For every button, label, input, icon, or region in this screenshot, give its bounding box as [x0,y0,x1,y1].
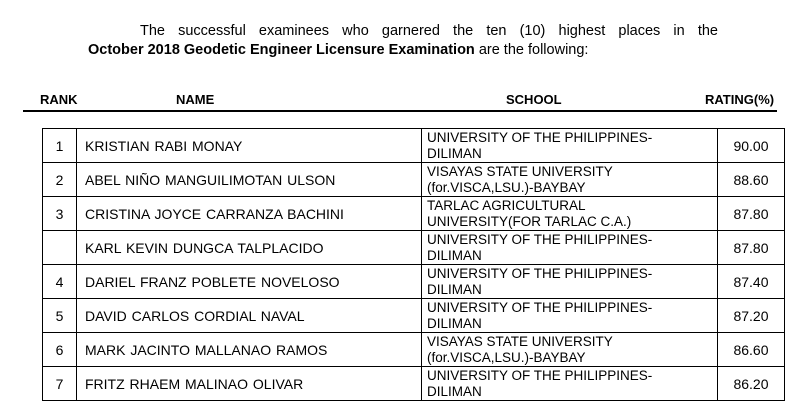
intro-text [88,22,718,60]
rating-cell: 87.20 [718,299,785,333]
table-row [43,299,785,333]
name-cell: DARIEL FRANZ POBLETE NOVELOSO [77,265,422,299]
school-line-2: (for.VISCA,LSU.)-BAYBAY [427,349,586,365]
school-line-1: UNIVERSITY OF THE PHILIPPINES- [427,367,653,383]
name-cell: MARK JACINTO MALLANAO RAMOS [77,333,422,367]
name-cell: KARL KEVIN DUNGCA TALPLACIDO [77,231,422,265]
rank-cell: 1 [43,129,77,163]
table-row [43,197,785,231]
school-line-2: DILIMAN [427,247,482,263]
table-row [43,129,785,163]
school-cell [422,299,718,333]
rank-cell: 4 [43,265,77,299]
school-cell [422,333,718,367]
school-line-1: UNIVERSITY OF THE PHILIPPINES- [427,129,653,145]
school-line-1: UNIVERSITY OF THE PHILIPPINES- [427,299,653,315]
name-cell: CRISTINA JOYCE CARRANZA BACHINI [77,197,422,231]
table-row [43,333,785,367]
school-line-1: TARLAC AGRICULTURAL [427,197,586,213]
rating-cell: 90.00 [718,129,785,163]
school-line-1: VISAYAS STATE UNIVERSITY [427,163,613,179]
intro-line-1: The successful examinees who garnered the ten (10) highest places in the [140,23,718,39]
name-cell: DAVID CARLOS CORDIAL NAVAL [77,299,422,333]
name-cell: KRISTIAN RABI MONAY [77,129,422,163]
table-row [43,265,785,299]
rating-cell: 87.40 [718,265,785,299]
school-line-2: UNIVERSITY(FOR TARLAC C.A.) [427,213,632,229]
rating-cell: 87.80 [718,231,785,265]
school-line-1: VISAYAS STATE UNIVERSITY [427,333,613,349]
intro-line-2 [88,41,718,60]
results-table [42,128,785,401]
header-rule [23,110,777,112]
school-cell [422,163,718,197]
school-cell [422,197,718,231]
column-header-rating: RATING(%) [705,92,775,107]
school-cell [422,367,718,401]
school-cell [422,265,718,299]
rating-cell: 86.20 [718,367,785,401]
school-line-2: DILIMAN [427,383,482,399]
intro-line-2-rest: are the following: [474,42,589,58]
results-table-body [43,129,785,401]
table-row [43,163,785,197]
rank-cell: 5 [43,299,77,333]
table-row [43,231,785,265]
rank-cell: 3 [43,197,77,231]
table-row [43,367,785,401]
school-line-1: UNIVERSITY OF THE PHILIPPINES- [427,231,653,247]
column-header-name: NAME [176,92,215,107]
exam-title: October 2018 Geodetic Engineer Licensure Examination [88,42,475,58]
school-cell [422,129,718,163]
rank-cell: 7 [43,367,77,401]
school-line-2: (for.VISCA,LSU.)-BAYBAY [427,179,586,195]
rank-cell: 6 [43,333,77,367]
rating-cell: 87.80 [718,197,785,231]
column-header-rank: RANK [40,92,78,107]
rating-cell: 88.60 [718,163,785,197]
name-cell: ABEL NIÑO MANGUILIMOTAN ULSON [77,163,422,197]
column-header-school: SCHOOL [506,92,562,107]
rank-cell: 2 [43,163,77,197]
name-cell: FRITZ RHAEM MALINAO OLIVAR [77,367,422,401]
school-line-1: UNIVERSITY OF THE PHILIPPINES- [427,265,653,281]
school-line-2: DILIMAN [427,281,482,297]
school-line-2: DILIMAN [427,145,482,161]
school-cell [422,231,718,265]
rating-cell: 86.60 [718,333,785,367]
rank-cell [43,231,77,265]
school-line-2: DILIMAN [427,315,482,331]
